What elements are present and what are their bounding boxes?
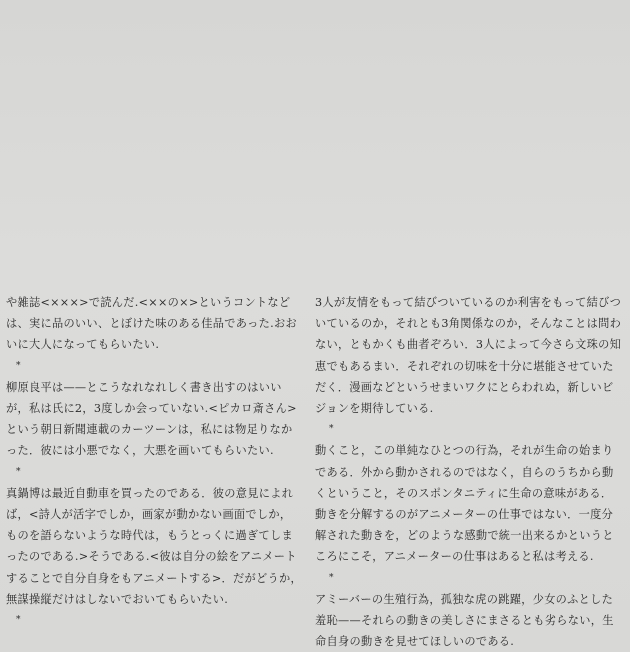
section-divider-asterisk: * [329,424,334,435]
paragraph-yanagihara: 柳原良平は——とこうなれなれしく書き出すのはいいが，私は氏に2，3度しか会っていない.<ピカロ斎さん>という朝日新聞連載のカーツーンは，私には物足りなかった．彼には小悪でなく，大悪を画いてもらいたい. [6,380,297,458]
paragraph-three-people: 3人が友情をもって結びついているのか利害をもって結びついているのか，それとも3角関係なのか，そんなことは問わない，ともかくも曲者ぞろい．3人によって今さら文珠の知恵でもあるまい．それぞれの切味を十分に堪能させていただく．漫画などというせまいワクにとらわれぬ，新しいビジョンを期待している. [315,296,622,416]
section-divider-asterisk: * [16,615,21,626]
right-text-column [315,292,623,652]
paragraph-cartoon-intro: や雑誌<×××>で読んだ.<××の×>というコントなどは、実に品のいい、とぼけた味のある佳品であった.おおいに大人になってもらいたい. [6,296,297,352]
left-text-column [6,292,302,631]
paragraph-manabe: 真鍋博は最近自動車を買ったのである．彼の意見によれば，<詩人が活字でしか，画家が動かない画面でしか，ものを語らないような時代は，もうとっくに過ぎてしまったのである.>そうである.<彼は自分の絵をアニメートすることで自分自身をもアニメートする>．だがどうか，無謀操縦だけはしないでおいてもらいたい. [6,486,302,606]
section-divider-asterisk: * [329,572,334,583]
section-divider-asterisk: * [16,360,21,371]
paragraph-movement: 動くこと，この単純なひとつの行為，それが生命の始まりである．外から動かされるのではなく，自らのうちから動くということ，そのスポンタニティに生命の意味がある．動きを分解するのがアニメーターの仕事ではない．一度分解された動きを，どのような感動で統一出来るかというところにこそ，アニメーターの仕事はあると私は考える. [315,444,614,564]
paragraph-amoeba: アミーバーの生殖行為，孤独な虎の跳躍，少女のふとした羞恥——それらの動きの美しさにまさるとも劣らない，生命自身の動きを見せてほしいのである. [315,592,614,649]
section-divider-asterisk: * [16,466,21,477]
